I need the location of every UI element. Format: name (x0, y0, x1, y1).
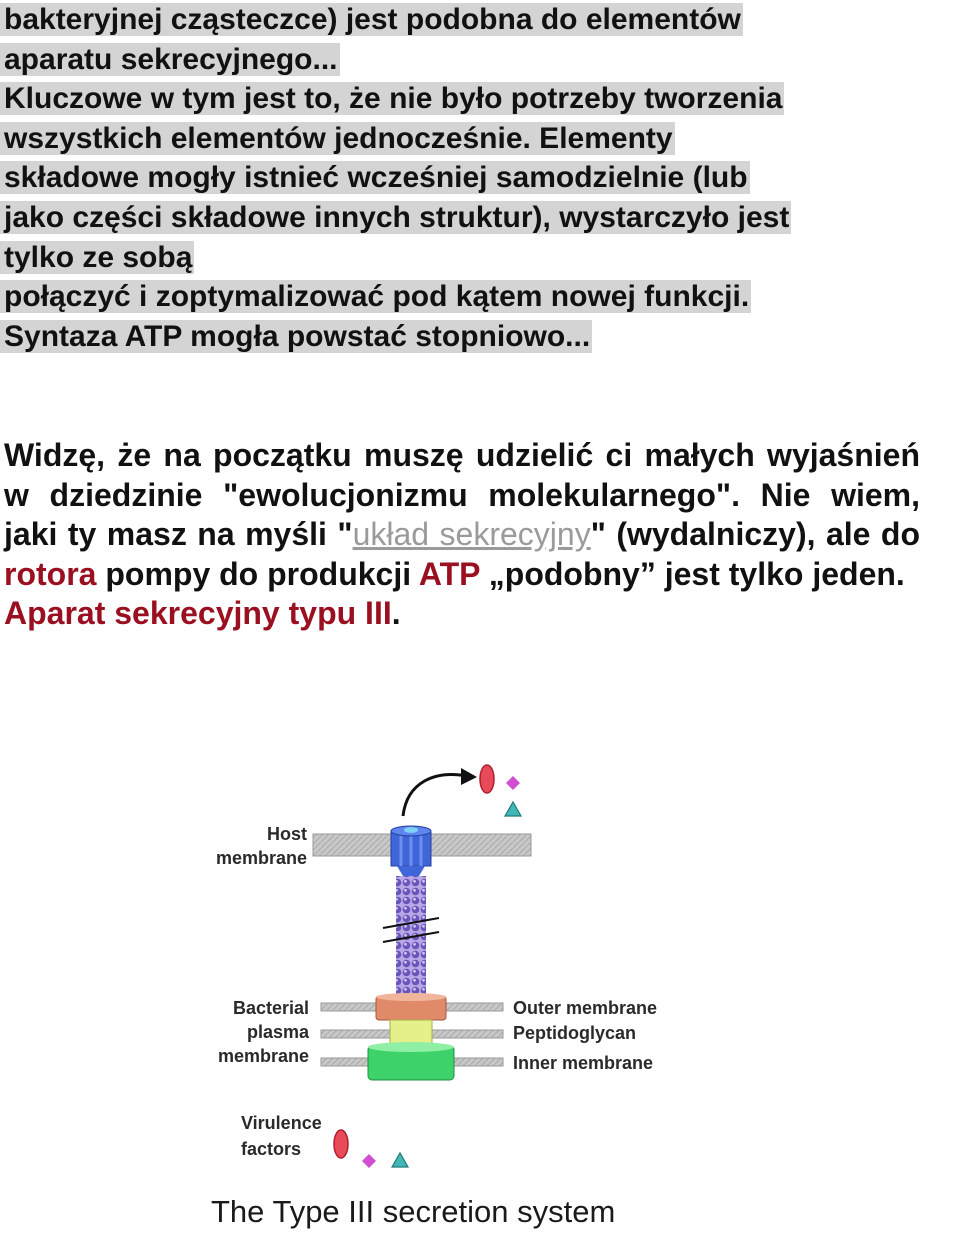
outer-membrane-label: Outer membrane (513, 998, 658, 1018)
secretion-system-link[interactable]: układ sekrecyjny (352, 516, 591, 553)
teal-factor-icon (505, 802, 521, 816)
quoted-text (0, 0, 960, 356)
quote-line: bakteryjnej cząsteczce) jest podobna do elementów (0, 3, 743, 36)
pink-factor-icon (362, 1154, 376, 1168)
quote-line: składowe mogły istnieć wcześniej samodzielnie (lub (0, 161, 750, 194)
quote-line: Kluczowe w tym jest to, że nie było potrzeby tworzenia (0, 82, 784, 115)
figure-title: The Type III secretion system (211, 1194, 616, 1229)
bacterial-label: plasma (246, 1022, 309, 1042)
quote-line: aparatu sekrecyjnego... (0, 43, 340, 76)
teal-factor-icon (392, 1153, 408, 1167)
reply-text: pompy do produkcji (96, 555, 419, 592)
quote-line: Syntaza ATP mogła powstać stopniowo... (0, 320, 592, 353)
type-iii-heading: Aparat sekrecyjny typu III (4, 595, 392, 632)
arrow-head-icon (461, 768, 477, 785)
reply-text: . (391, 595, 401, 632)
pink-factor-icon (506, 776, 520, 790)
quote-line: jako części składowe innych struktur), wystarczyło jest (0, 201, 791, 234)
host-label: Host (267, 824, 307, 844)
rotor-highlight: rotora (4, 555, 97, 592)
virulence-label: Virulence (241, 1113, 322, 1133)
reply-paragraph (4, 436, 920, 634)
quote-line: połączyć i zoptymalizować pod kątem nowej funkcji. (0, 280, 751, 313)
reply-text: Widzę, że na początku muszę udzielić ci małych wyjaśnień w dziedzinie "ewolucjonizmu molekularnego". Nie wiem, jaki ty masz na myśli " (4, 437, 920, 553)
quote-line: tylko ze sobą (0, 241, 194, 274)
quote-line: wszystkich elementów jednocześnie. Elementy (0, 122, 675, 155)
type-iii-secretion-diagram (195, 752, 675, 1232)
atp-highlight: ATP (418, 555, 480, 592)
virulence-label: factors (241, 1139, 302, 1159)
red-factor-icon (480, 765, 494, 793)
inner-membrane-label: Inner membrane (513, 1053, 654, 1073)
reply-text: „podobny” jest tylko jeden. (479, 555, 905, 592)
bacterial-label: membrane (217, 1046, 309, 1066)
red-factor-icon (334, 1130, 348, 1158)
bacterial-label: Bacterial (232, 998, 309, 1018)
host-label: membrane (215, 848, 307, 868)
peptidoglycan-label: Peptidoglycan (513, 1023, 637, 1043)
secretion-arrow (403, 775, 467, 816)
reply-text: " (wydalniczy), ale do (590, 516, 920, 553)
